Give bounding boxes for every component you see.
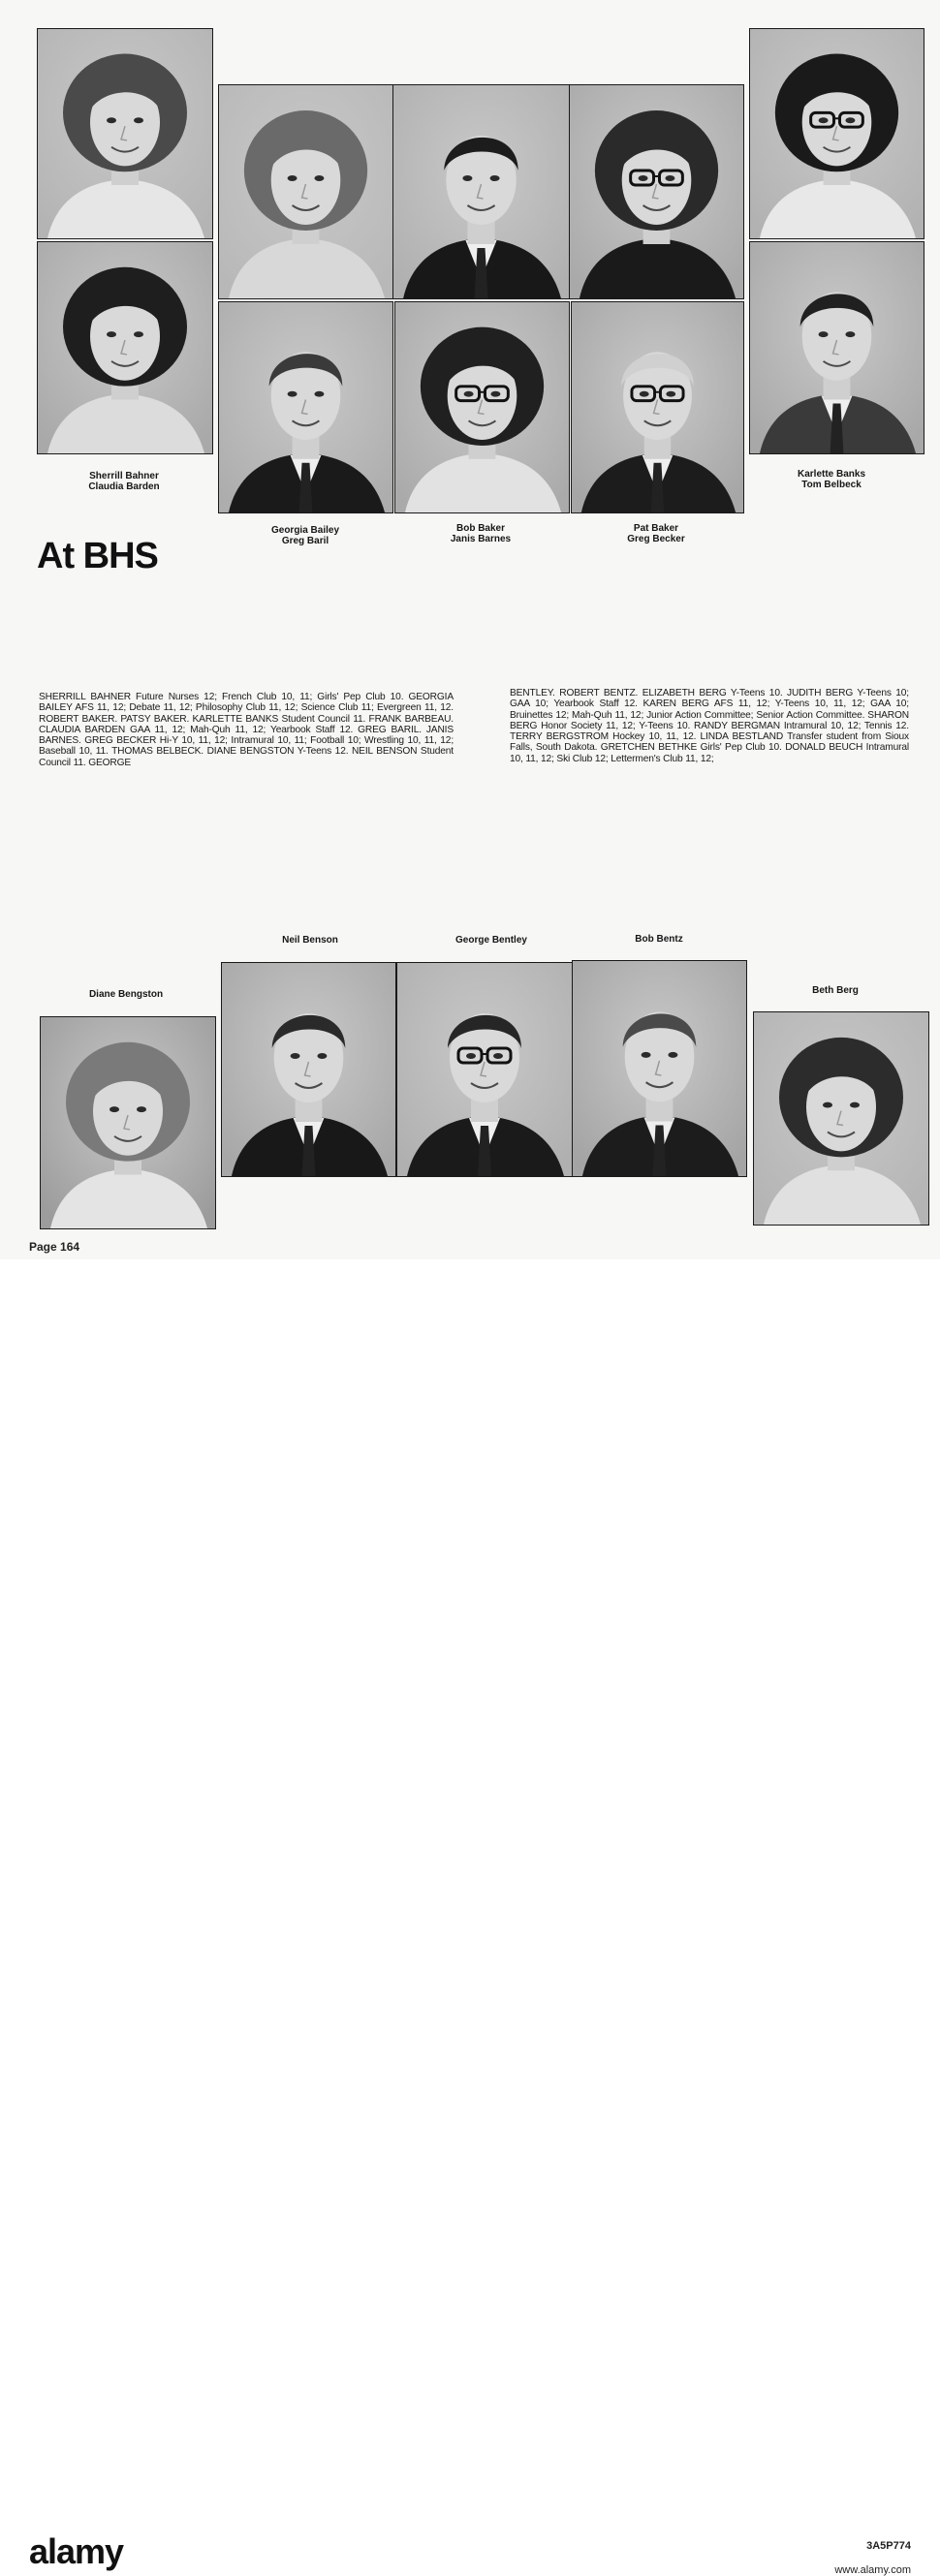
portrait-illustration (41, 1017, 215, 1228)
portrait-beth-berg (753, 1011, 929, 1226)
portrait-janis-barnes (394, 301, 570, 513)
portrait-illustration (573, 961, 746, 1176)
brand-logo: alamy (29, 2531, 124, 2571)
portrait-illustration (397, 963, 572, 1176)
page-number: Page 164 (29, 1240, 80, 1254)
portrait-illustration (754, 1012, 928, 1225)
portrait-illustration (570, 85, 743, 298)
site-url: www.alamy.com (834, 2564, 911, 2576)
caption-name: Pat Baker (633, 523, 679, 534)
portrait-illustration (395, 302, 569, 512)
caption-neil-benson: Neil Benson (282, 935, 338, 946)
caption-right-pair (754, 469, 909, 490)
caption-left-pair (47, 471, 202, 492)
caption-name: Claudia Barden (88, 481, 160, 492)
portrait-illustration (38, 242, 212, 453)
portrait-sherrill-bahner (37, 28, 213, 239)
portrait-illustration (393, 85, 569, 298)
bio-column-right: BENTLEY. ROBERT BENTZ. ELIZABETH BERG Y-Teens 10. JUDITH BERG Y-Teens 10; GAA 10; Yearbook Staff 12. KAREN BERG AFS 11, 12; Y-Teens 10, 11, 12; GAA 10; Bruinettes 12; Mah-Quh 11, 12; Junior Action Committee; Senior Action Committee. SHARON BERG Honor Society 11, 12; Y-Teens 10. RANDY BERGMAN Intramural 10, 12; Tennis 12. TERRY BERGSTROM Hockey 10, 11, 12. LINDA BESTLAND Transfer student from Sioux Falls, South Dakota. GRETCHEN BETHKE Girls' Pep Club 10. DONALD BEUCH Intramural 10, 11, 12; Ski Club 12; Lettermen's Club 11, 12; (510, 688, 909, 764)
caption-col4-pair (579, 523, 734, 544)
caption-george-bentley: George Bentley (455, 935, 527, 946)
portrait-diane-bengston (40, 1016, 216, 1229)
bio-column-left: SHERRILL BAHNER Future Nurses 12; French Club 10, 11; Girls' Pep Club 10. GEORGIA BAILEY AFS 11, 12; Debate 11, 12; Philosophy Club 11, 12; Science Club 11; Evergreen 11, 12. ROBERT BAKER. PATSY BAKER. KARLETTE BANKS Student Council 11. FRANK BARBEAU. CLAUDIA BARDEN GAA 11, 12; Mah-Quh 11, 12; Yearbook Staff 12. GREG BARIL. JANIS BARNES. GREG BECKER Hi-Y 10, 11, 12; Intramural 10, 11; Football 10; Wrestling 10, 11, 12; Baseball 10, 11. THOMAS BELBECK. DIANE BENGSTON Y-Teens 12. NEIL BENSON Student Council 11. GEORGE (39, 692, 454, 768)
caption-name: Janis Barnes (450, 534, 512, 544)
portrait-illustration (219, 85, 392, 298)
section-headline: At BHS (37, 536, 158, 576)
portrait-george-bentley (396, 962, 573, 1177)
caption-name: Georgia Bailey (270, 525, 340, 536)
stock-footer (0, 1259, 940, 2576)
portrait-illustration (750, 29, 924, 238)
portrait-illustration (222, 963, 395, 1176)
portrait-georgia-bailey (218, 84, 393, 299)
portrait-bob-baker (392, 84, 570, 299)
portrait-illustration (750, 242, 924, 453)
caption-name: Bob Baker (455, 523, 505, 534)
portrait-tom-belbeck (749, 241, 924, 454)
caption-name: Sherrill Bahner (89, 471, 159, 481)
portrait-karlette-banks (749, 28, 924, 239)
portrait-illustration (219, 302, 392, 512)
caption-col3-pair (403, 523, 558, 544)
caption-name: Greg Baril (281, 536, 329, 546)
portrait-illustration (38, 29, 212, 238)
portrait-bob-bentz (572, 960, 747, 1177)
caption-name: Greg Becker (627, 534, 685, 544)
caption-col2-pair (228, 525, 383, 546)
portrait-claudia-barden (37, 241, 213, 454)
portrait-illustration (572, 302, 743, 512)
portrait-neil-benson (221, 962, 396, 1177)
portrait-greg-becker (571, 301, 744, 513)
caption-beth-berg: Beth Berg (812, 985, 859, 996)
image-id: 3A5P774 (866, 2540, 911, 2552)
caption-name: Karlette Banks (797, 469, 866, 480)
caption-bob-bentz: Bob Bentz (635, 934, 683, 945)
portrait-greg-baril (218, 301, 393, 513)
caption-diane-bengston: Diane Bengston (88, 989, 164, 1000)
portrait-pat-baker (569, 84, 744, 299)
yearbook-page (0, 0, 940, 1259)
caption-name: Tom Belbeck (801, 480, 862, 490)
